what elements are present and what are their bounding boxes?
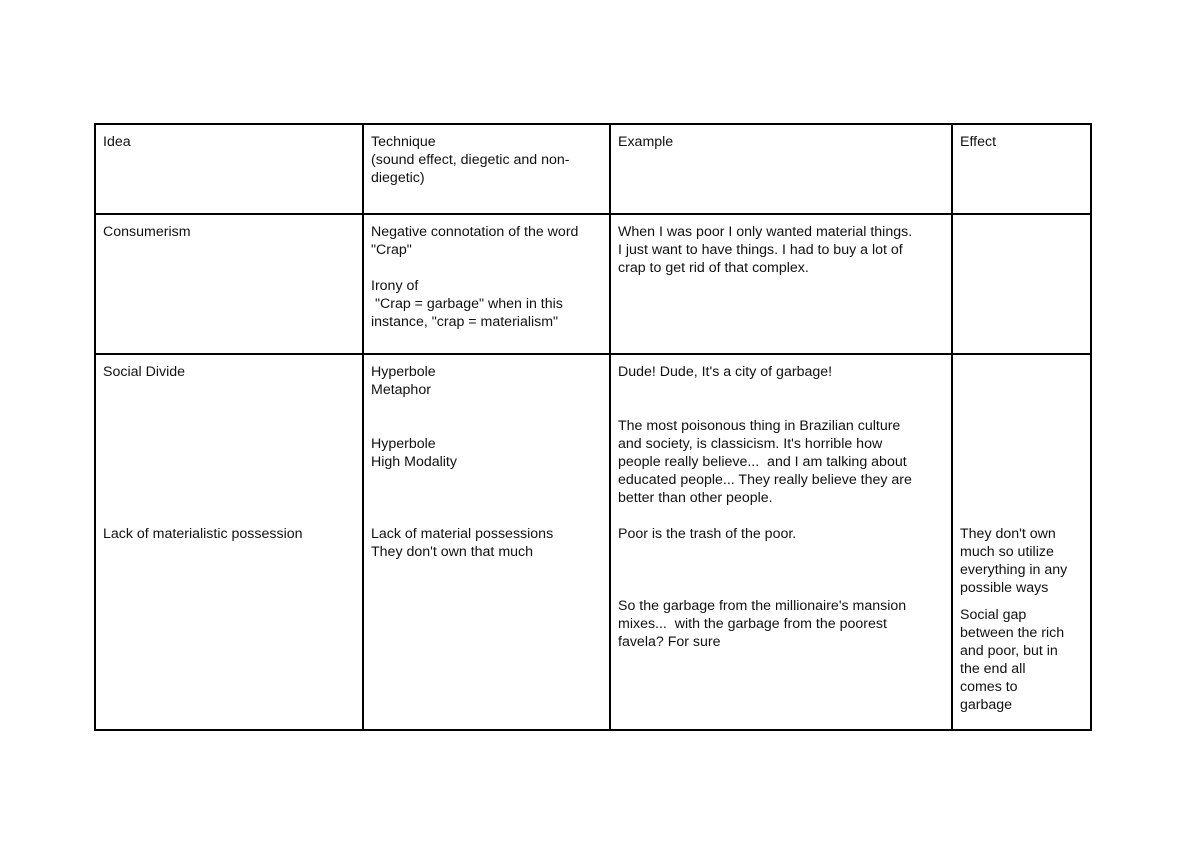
example-quote: The most poisonous thing in Brazilian culture bbox=[618, 418, 901, 434]
example-quote: better than other people. bbox=[618, 490, 773, 506]
idea-social-divide: Social Divide bbox=[103, 364, 186, 380]
table-header-row bbox=[95, 124, 1091, 214]
technique-text: instance, "crap = materialism" bbox=[371, 314, 559, 330]
technique-text: Irony of bbox=[371, 278, 419, 294]
example-quote: I just want to have things. I had to buy a lot of bbox=[618, 242, 903, 258]
header-effect bbox=[952, 124, 1091, 214]
cell-idea bbox=[95, 354, 363, 730]
header-technique-note: (sound effect, diegetic and non- bbox=[371, 152, 570, 168]
cell-effect bbox=[952, 214, 1091, 354]
effect-text: comes to bbox=[960, 679, 1018, 695]
idea-consumerism: Consumerism bbox=[103, 224, 191, 240]
example-quote: crap to get rid of that complex. bbox=[618, 260, 809, 276]
cell-technique bbox=[363, 214, 610, 354]
example-quote: educated people... They really believe they are bbox=[618, 472, 912, 488]
header-example-label: Example bbox=[618, 134, 674, 150]
technique-text: Lack of material possessions bbox=[371, 526, 554, 542]
table-row bbox=[95, 354, 1091, 730]
example-quote: favela? For sure bbox=[618, 634, 721, 650]
example-quote: Dude! Dude, It's a city of garbage! bbox=[618, 364, 833, 380]
technique-text: "Crap = garbage" when in this bbox=[371, 296, 563, 312]
effect-text: much so utilize bbox=[960, 544, 1054, 560]
analysis-table bbox=[94, 123, 1092, 731]
cell-example bbox=[610, 214, 952, 354]
idea-lack-of-possession: Lack of materialistic possession bbox=[103, 526, 303, 542]
effect-text: possible ways bbox=[960, 580, 1049, 596]
technique-text: "Crap" bbox=[371, 242, 412, 258]
cell-idea bbox=[95, 214, 363, 354]
header-idea-label: Idea bbox=[103, 134, 131, 150]
example-quote: and society, is classicism. It's horrible how bbox=[618, 436, 883, 452]
example-quote: When I was poor I only wanted material things. bbox=[618, 224, 913, 240]
technique-text: High Modality bbox=[371, 454, 457, 470]
table-row bbox=[95, 214, 1091, 354]
effect-text: the end all bbox=[960, 661, 1026, 677]
effect-text: and poor, but in bbox=[960, 643, 1058, 659]
effect-text: They don't own bbox=[960, 526, 1056, 542]
header-technique-note: diegetic) bbox=[371, 170, 425, 186]
example-quote: mixes... with the garbage from the poorest bbox=[618, 616, 887, 632]
header-effect-label: Effect bbox=[960, 134, 997, 150]
technique-text: Hyperbole bbox=[371, 364, 436, 380]
effect-text: garbage bbox=[960, 697, 1013, 713]
example-quote: people really believe... and I am talking about bbox=[618, 454, 907, 470]
header-technique bbox=[363, 124, 610, 214]
effect-text: Social gap bbox=[960, 607, 1027, 623]
cell-example bbox=[610, 354, 952, 730]
technique-text: They don't own that much bbox=[371, 544, 534, 560]
technique-text: Metaphor bbox=[371, 382, 431, 398]
example-quote: So the garbage from the millionaire's mansion bbox=[618, 598, 907, 614]
cell-technique bbox=[363, 354, 610, 730]
technique-text: Negative connotation of the word bbox=[371, 224, 579, 240]
technique-text: Hyperbole bbox=[371, 436, 436, 452]
header-idea bbox=[95, 124, 363, 214]
cell-effect bbox=[952, 354, 1091, 730]
effect-text: between the rich bbox=[960, 625, 1065, 641]
effect-text: everything in any bbox=[960, 562, 1068, 578]
example-quote: Poor is the trash of the poor. bbox=[618, 526, 797, 542]
header-example bbox=[610, 124, 952, 214]
header-technique-label: Technique bbox=[371, 134, 436, 150]
